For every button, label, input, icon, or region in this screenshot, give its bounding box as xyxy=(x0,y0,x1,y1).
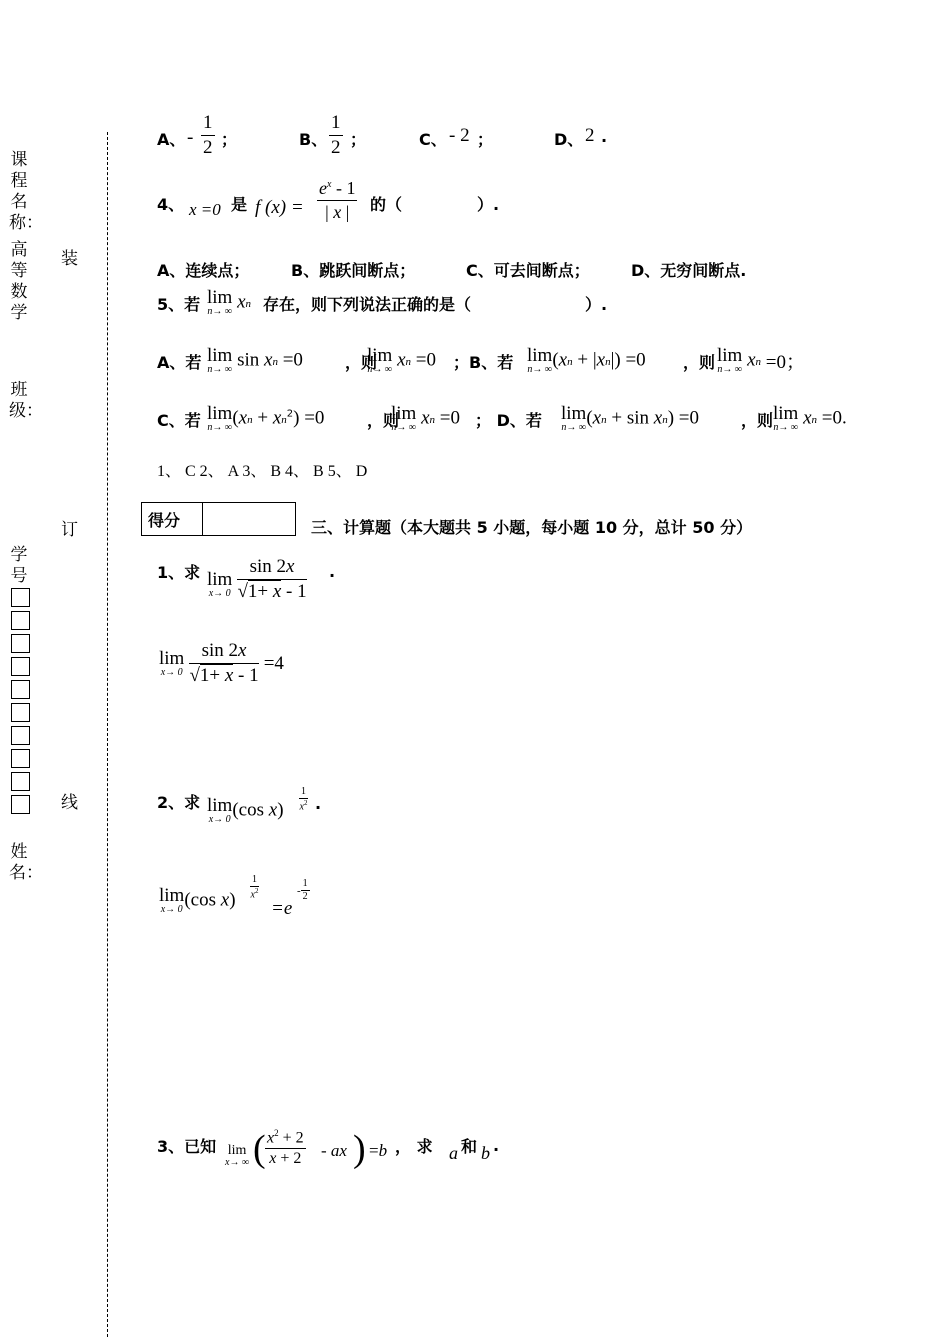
q5-d-result: lim n→ ∞ xn =0. xyxy=(773,403,847,433)
q3-opt-c-value: - 2 xyxy=(449,125,470,146)
id-box[interactable] xyxy=(11,772,30,791)
score-table xyxy=(141,502,296,536)
calc2-answer: lim x→ 0 (cos x) $\frac{1}{x^2}$ =e - $\frac{1}{2}$ xyxy=(159,874,308,919)
q4-fraction: $\frac{e^x - 1}{| x |}$ xyxy=(319,178,356,222)
binding-char: 装 xyxy=(61,249,78,269)
calc2-prefix: 2、求 xyxy=(157,793,201,812)
calc3-mid: ， 求 xyxy=(395,1137,433,1156)
q5-a-condition: lim n→ ∞ sin xn =0 xyxy=(207,345,303,375)
calc2-answer-exponent: - $\frac{1}{2}$ xyxy=(297,878,308,902)
fraction: $\frac{1}{2}$ xyxy=(203,112,213,158)
calc1-period: . xyxy=(329,562,336,581)
id-box[interactable] xyxy=(11,726,30,745)
id-box[interactable] xyxy=(11,703,30,722)
score-label: 得分 xyxy=(142,503,203,536)
q4-condition: x =0 xyxy=(189,200,221,219)
calc3-prefix: 3、已知 xyxy=(157,1137,217,1156)
id-box[interactable] xyxy=(11,657,30,676)
binding-line xyxy=(107,132,108,1337)
q5-options-cd xyxy=(157,402,877,442)
q3-opt-b-fraction: $\frac{1}{2}$ xyxy=(331,112,341,158)
q4-stem xyxy=(157,178,557,240)
q4-option-b: B、跳跃间断点； xyxy=(291,261,416,280)
binding-char: 订 xyxy=(61,520,78,540)
q5-c-condition: lim n→ ∞ $(xn + xn^2) =0$ xyxy=(207,403,325,433)
calc3-limit: lim x→ ∞ xyxy=(225,1143,250,1168)
calc2-answer-value: =e xyxy=(271,898,293,919)
q5-b-condition: lim n→ ∞ (xn + |xn|) =0 xyxy=(527,345,646,375)
q3-semicolon: ； xyxy=(477,130,494,149)
q5-then: ，则 xyxy=(683,353,716,372)
q5-d-condition: lim n→ ∞ (xn + sin xn) =0 xyxy=(561,403,699,433)
q5-then: ，则 xyxy=(345,353,378,372)
calc1-answer: lim x→ 0 $\frac{\sin 2x}{√1+ x - 1}$ =4 xyxy=(159,640,284,686)
calc1-prefix: 1、求 xyxy=(157,563,201,582)
q4-is: 是 xyxy=(231,195,248,214)
q5-d-prefix: ； D、若 xyxy=(475,411,542,430)
q5-limit: lim n→ ∞ xn xyxy=(207,287,252,317)
q5-close: ）. xyxy=(585,295,608,314)
q3-opt-c-label: C、 xyxy=(419,130,447,149)
student-id-label: 学号 xyxy=(10,545,28,586)
calc2-period: . xyxy=(315,794,322,813)
q5-then: ，则 xyxy=(741,411,774,430)
calc3-paren-right: ) xyxy=(353,1128,366,1170)
q5-stem xyxy=(157,288,657,328)
calc1-limit: lim x→ 0 $\frac{\sin 2x}{√1+ x - 1}$ xyxy=(207,556,307,602)
calc3-fraction: $\frac{x^2 + 2}{x + 2}$ xyxy=(267,1128,304,1167)
q3-opt-a-minus: - xyxy=(187,127,194,148)
q4-option-a: A、连续点； xyxy=(157,261,250,280)
q3-opt-b-label: B、 xyxy=(299,130,328,149)
calc3-question xyxy=(157,1124,557,1188)
calc1-question xyxy=(157,552,457,612)
q5-b-prefix: ；B、若 xyxy=(453,353,514,372)
id-box[interactable] xyxy=(11,611,30,630)
student-id-boxes[interactable] xyxy=(9,584,31,818)
name-label: 姓名： xyxy=(9,842,43,883)
section3-title: 三、计算题（本大题共 5 小题，每小题 10 分，总计 50 分） xyxy=(311,518,753,537)
q5-suffix: 存在，则下列说法正确的是（ xyxy=(263,295,472,314)
id-box[interactable] xyxy=(11,634,30,653)
calc3-paren-left: ( xyxy=(253,1128,266,1170)
q3-period: . xyxy=(601,127,608,146)
score-cell[interactable] xyxy=(203,503,296,536)
calc3-b: b xyxy=(481,1143,490,1163)
q5-c-prefix: C、若 xyxy=(157,411,201,430)
q3-opt-a-fraction xyxy=(201,112,215,160)
q5-b-result: lim n→ ∞ xn =0； xyxy=(717,345,805,375)
calc3-equals-b: =b xyxy=(369,1141,388,1160)
q5-c-result: lim n→ ∞ xn =0 xyxy=(391,403,460,433)
q3-opt-d-value: 2 xyxy=(585,125,595,146)
calc3-period: . xyxy=(493,1136,500,1155)
calc2-limit: lim x→ 0 (cos x) xyxy=(207,795,284,825)
calc3-a: a xyxy=(449,1143,458,1163)
q4-option-c: C、可去间断点； xyxy=(466,261,590,280)
calc2-exponent: $\frac{1}{x^2}$ xyxy=(299,786,308,813)
q3-semicolon: ； xyxy=(350,130,367,149)
calc3-minus-ax: - ax xyxy=(321,1141,347,1160)
q3-opt-d-label: D、 xyxy=(554,130,584,149)
calc1-answer-value: =4 xyxy=(263,652,284,674)
q5-a-result: lim n→ ∞ xn =0 xyxy=(367,345,436,375)
q5-then: ，则 xyxy=(367,411,400,430)
course-label: 课程名称： xyxy=(9,150,43,233)
q3-opt-a-label: A、 xyxy=(157,130,186,149)
q4-number: 4、 xyxy=(157,195,185,214)
calc3-and: 和 xyxy=(461,1137,478,1156)
answers-line: 1、 C 2、 A 3、 B 4、 B 5、 D xyxy=(157,463,368,480)
q3-semicolon: ； xyxy=(221,130,238,149)
id-box[interactable] xyxy=(11,588,30,607)
q5-options-ab xyxy=(157,344,837,384)
q4-function: f (x) = xyxy=(255,197,304,218)
class-label: 班级： xyxy=(9,380,43,421)
id-box[interactable] xyxy=(11,680,30,699)
id-box[interactable] xyxy=(11,749,30,768)
binding-char: 线 xyxy=(61,793,78,813)
q5-a-prefix: A、若 xyxy=(157,353,202,372)
q4-option-d: D、无穷间断点. xyxy=(631,261,747,280)
course-value: 高等数学 xyxy=(10,240,28,323)
id-box[interactable] xyxy=(11,795,30,814)
q5-prefix: 5、若 xyxy=(157,295,201,314)
calc2-question xyxy=(157,786,457,840)
q4-of: 的（ xyxy=(370,195,403,214)
q4-close: ）. xyxy=(477,195,500,214)
